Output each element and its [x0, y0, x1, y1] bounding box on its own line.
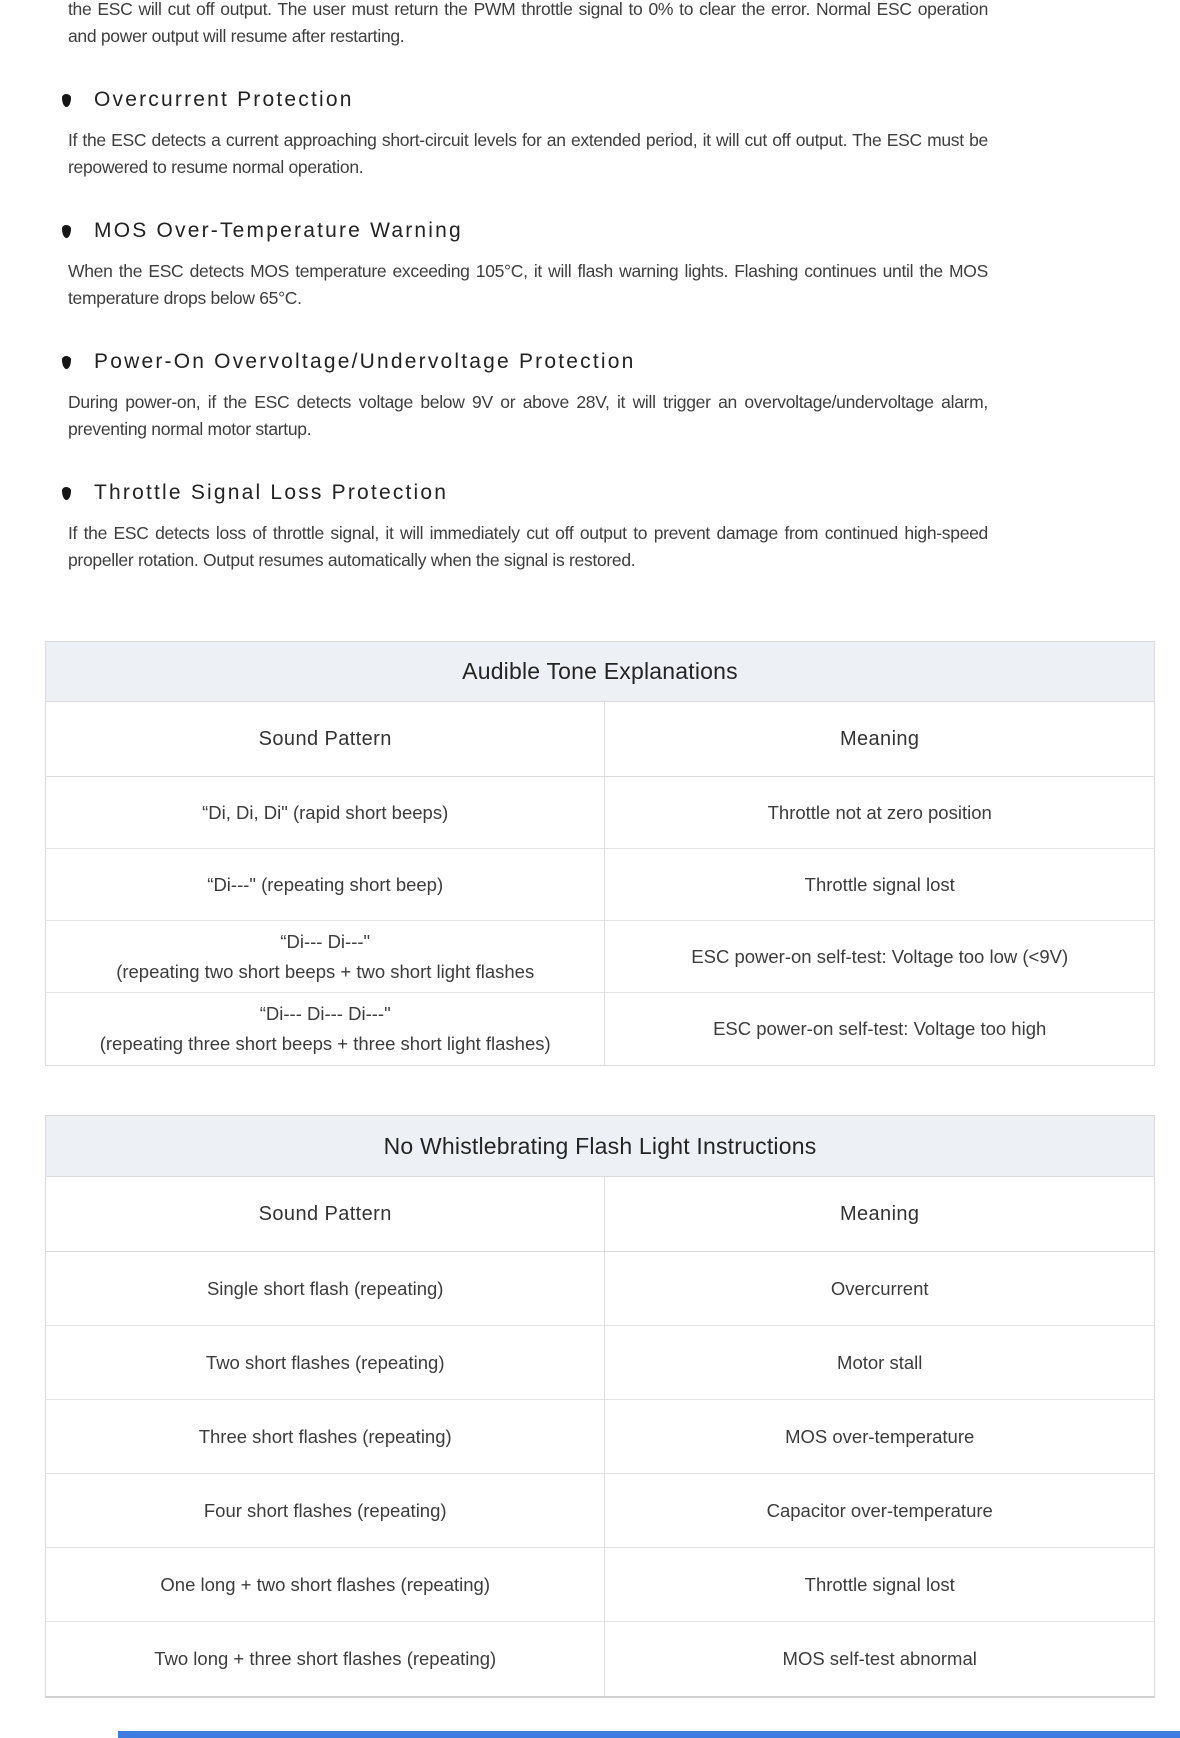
table-row: [46, 993, 1154, 1065]
table-row: [46, 1252, 1154, 1326]
column-header-sound-pattern: Sound Pattern: [258, 728, 392, 750]
sound-pattern-cell: [46, 777, 604, 848]
meaning-cell: MOS over-temperature: [604, 1400, 1154, 1473]
intro-paragraph-clipped: the ESC will cut off output. The user must return the PWM throttle signal to 0% to clear the error. Normal ESC operation and power output will resume after restarting.: [68, 0, 988, 46]
meaning-cell: Motor stall: [604, 1326, 1154, 1399]
bottom-blue-bar: [118, 1731, 1180, 1738]
bullet-icon: [62, 94, 71, 107]
section-heading: [68, 87, 988, 113]
meaning-cell: Throttle signal lost: [604, 849, 1154, 920]
section-heading: [68, 480, 988, 506]
pattern-line: (repeating two short beeps + two short light flashes: [116, 960, 535, 982]
sound-pattern-cell: [46, 1622, 604, 1696]
table-row: [46, 1548, 1154, 1622]
sound-pattern-cell: [46, 1548, 604, 1621]
sound-pattern-cell: [46, 1400, 604, 1473]
table: [45, 1115, 1155, 1698]
sections-container: [68, 87, 988, 574]
pattern-line: (repeating three short beeps + three short light flashes): [99, 1033, 551, 1054]
table-header-row: [46, 702, 1154, 777]
meaning-cell: Overcurrent: [604, 1252, 1154, 1325]
table-row: [46, 777, 1154, 849]
sound-pattern-cell: [46, 1474, 604, 1547]
sound-pattern-cell: [46, 1252, 604, 1325]
section-title: MOS Over-Temperature Warning: [94, 219, 463, 242]
section-title: Power-On Overvoltage/Undervoltage Protection: [94, 350, 636, 373]
pattern-line: “Di, Di, Di" (rapid short beeps): [202, 801, 449, 823]
sound-pattern-cell: [46, 993, 604, 1065]
section-body: During power-on, if the ESC detects voltage below 9V or above 28V, it will trigger an overvoltage/undervoltage alarm, preventing normal motor startup.: [68, 392, 988, 439]
table-title: Audible Tone Explanations: [46, 642, 1154, 702]
table-row: [46, 1400, 1154, 1474]
section-body: When the ESC detects MOS temperature exceeding 105°C, it will flash warning lights. Flashing continues until the MOS temperature drops below 65°C.: [68, 261, 988, 308]
meaning-cell: Throttle signal lost: [604, 1548, 1154, 1621]
column-header-meaning: Meaning: [604, 1177, 1154, 1251]
pattern-line: “Di---" (repeating short beep): [207, 873, 444, 895]
spacer: [68, 1066, 988, 1115]
table-row: [46, 921, 1154, 993]
section-heading: [68, 349, 988, 375]
section-title: Throttle Signal Loss Protection: [94, 481, 449, 504]
pattern-line: “Di--- Di--- Di---": [259, 1003, 391, 1024]
table-header-row: [46, 1177, 1154, 1252]
table-row: [46, 849, 1154, 921]
section-body: If the ESC detects loss of throttle signal, it will immediately cut off output to prevent damage from continued high-speed propeller rotation. Output resumes automatically when the signal is restored.: [68, 523, 988, 570]
tables-container: [68, 641, 1069, 1698]
table-row: [46, 1474, 1154, 1548]
pattern-line: Three short flashes (repeating): [198, 1425, 452, 1447]
sound-pattern-cell: [46, 1326, 604, 1399]
pattern-line: “Di--- Di---": [280, 930, 371, 952]
table-row: [46, 1326, 1154, 1400]
table-row: [46, 1622, 1154, 1696]
meaning-cell: MOS self-test abnormal: [604, 1622, 1154, 1696]
sound-pattern-cell: [46, 921, 604, 992]
meaning-cell: ESC power-on self-test: Voltage too low (<9V): [604, 921, 1154, 992]
bullet-icon: [62, 225, 71, 238]
pattern-line: Four short flashes (repeating): [203, 1499, 447, 1521]
bullet-icon: [62, 487, 71, 500]
bullet-icon: [62, 356, 71, 369]
meaning-cell: Capacitor over-temperature: [604, 1474, 1154, 1547]
table-title: No Whistlebrating Flash Light Instructions: [46, 1116, 1154, 1177]
meaning-cell: ESC power-on self-test: Voltage too high: [604, 993, 1154, 1065]
section-title: Overcurrent Protection: [94, 88, 354, 111]
meaning-cell: Throttle not at zero position: [604, 777, 1154, 848]
section-heading: [68, 218, 988, 244]
table: [45, 641, 1155, 1066]
pattern-line: One long + two short flashes (repeating): [160, 1573, 490, 1595]
spacer: [68, 574, 988, 641]
pattern-line: Two short flashes (repeating): [205, 1351, 445, 1373]
document-page: [68, 0, 1069, 1698]
column-header-meaning: Meaning: [604, 702, 1154, 776]
column-header-sound-pattern: Sound Pattern: [258, 1203, 392, 1225]
pattern-line: Single short flash (repeating): [206, 1277, 444, 1299]
sound-pattern-cell: [46, 849, 604, 920]
section-body: If the ESC detects a current approaching short-circuit levels for an extended period, it will cut off output. The ESC must be repowered to resume normal operation.: [68, 130, 988, 177]
pattern-line: Two long + three short flashes (repeating): [154, 1648, 497, 1669]
